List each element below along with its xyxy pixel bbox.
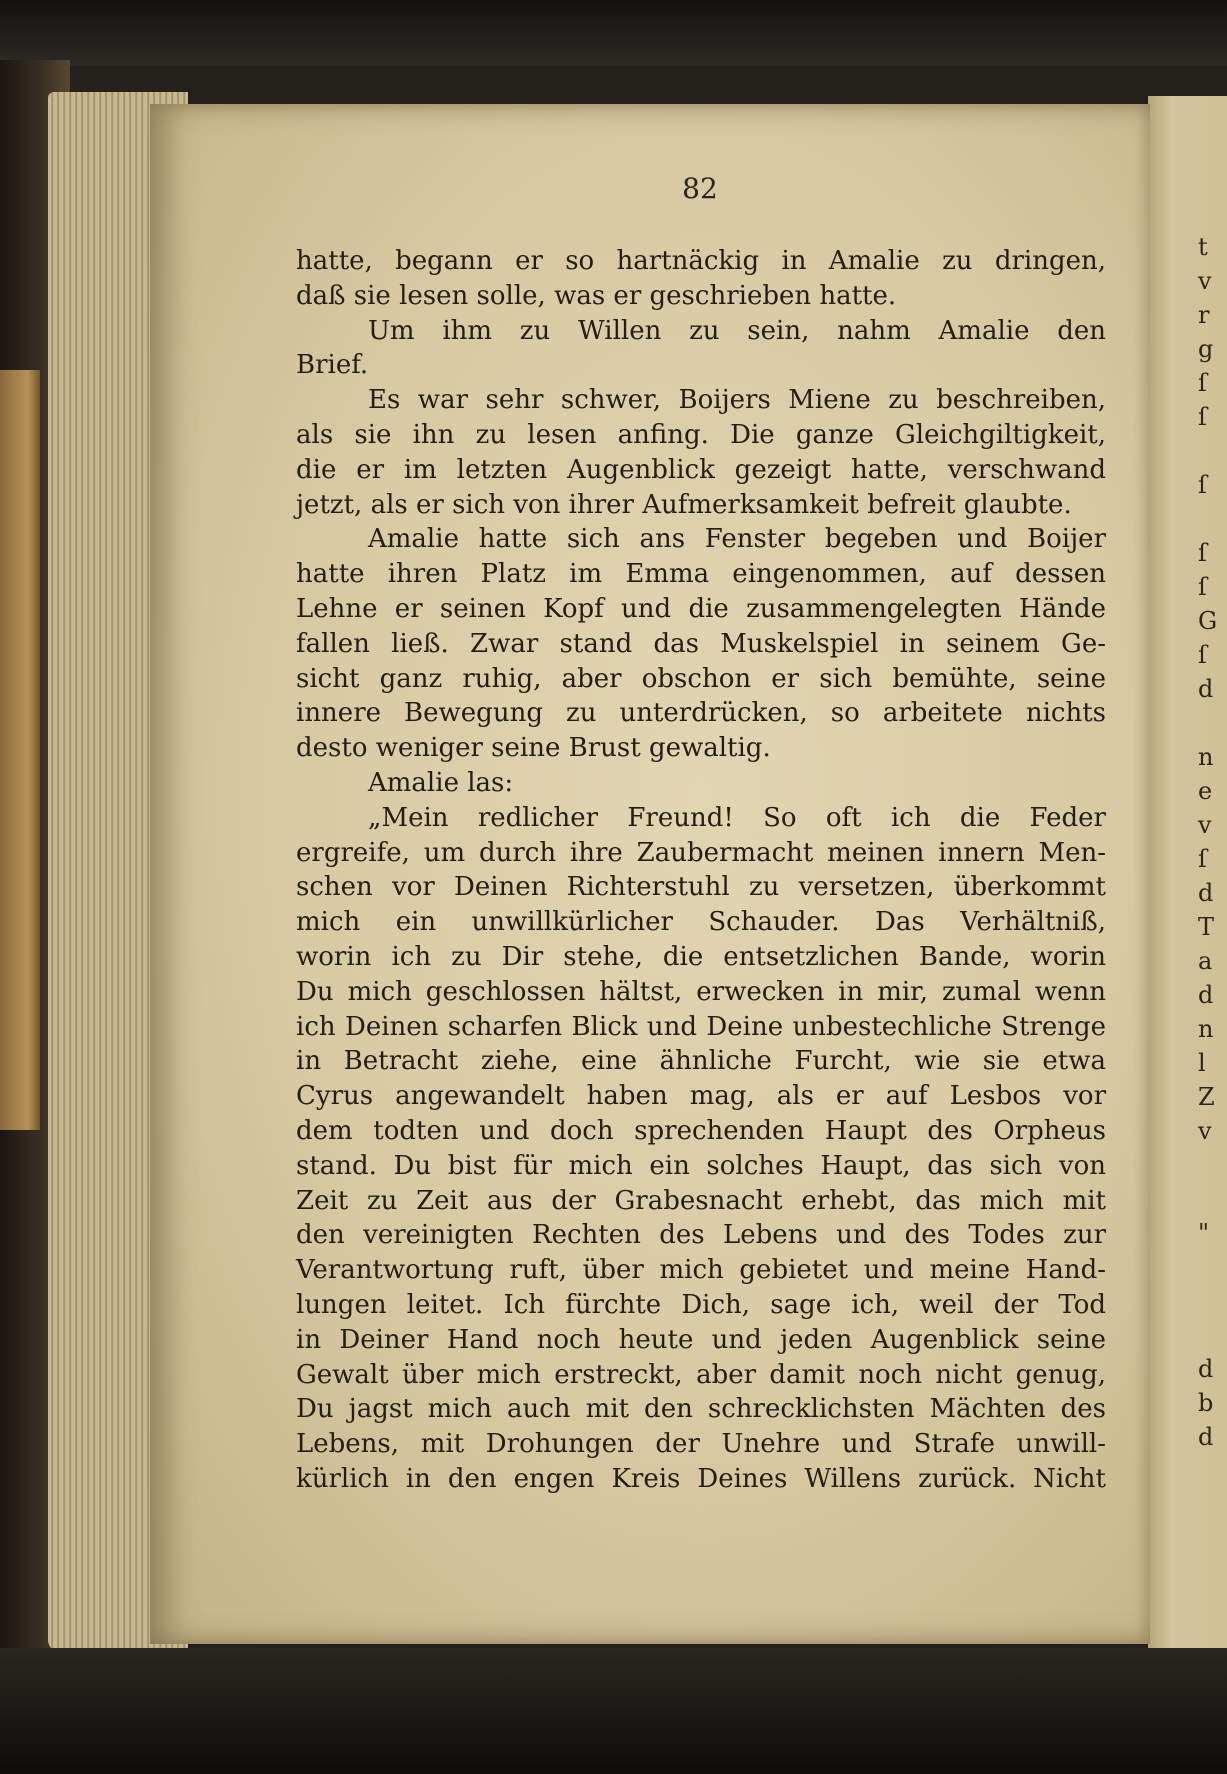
text-line: mich ein unwillkürlicher Schauder. Das Verhältniß, [296,907,1106,938]
text-line: Es war sehr schwer, Boijers Miene zu beschreiben, [368,385,1106,416]
facing-page-letters: t v r g ſ ſ ſ ſ ſ G ſ d n e v ſ d T a d n l Z v " d b d [1198,233,1218,1451]
text-line: Du jagst mich auch mit den schrecklichsten Mächten des [296,1394,1106,1425]
text-line: als sie ihn zu lesen anfing. Die ganze Gleichgiltigkeit, [296,419,1106,450]
text-line: dem todten und doch sprechenden Haupt des Orpheus [296,1115,1106,1146]
text-line: jetzt, als er sich von ihrer Aufmerksamkeit befreit glaubte. [296,489,1072,520]
text-line: Um ihm zu Willen zu sein, nahm Amalie den [368,315,1106,346]
text-line: daß sie lesen solle, was er geschrieben hatte. [296,280,897,311]
text-line: Cyrus angewandelt haben mag, als er auf Lesbos vor [296,1081,1106,1112]
text-line: Lebens, mit Drohungen der Unehre und Strafe unwill- [296,1429,1106,1460]
page-number: 82 [682,172,718,205]
text-line: kürlich in den engen Kreis Deines Willens zurück. Nicht [296,1463,1106,1494]
text-line: „Mein redlicher Freund! So oft ich die Feder [368,802,1106,833]
text-line: Verantwortung ruft, über mich gebietet und meine Hand- [296,1255,1106,1286]
text-line: schen vor Deinen Richterstuhl zu versetzen, überkommt [296,872,1106,903]
text-line: Brief. [296,350,369,381]
text-line: die er im letzten Augenblick gezeigt hatte, verschwand [296,454,1106,485]
text-line: innere Bewegung zu unterdrücken, so arbeitete nichts [296,698,1106,729]
cover-edge-strip [0,370,40,1130]
text-line: lungen leitet. Ich fürchte Dich, sage ich, weil der Tod [296,1289,1106,1320]
text-line: stand. Du bist für mich ein solches Haupt, das sich von [296,1150,1106,1181]
text-line: ergreife, um durch ihre Zaubermacht meinen innern Men- [296,837,1106,868]
text-line: fallen ließ. Zwar stand das Muskelspiel in seinem Ge- [296,628,1106,659]
text-line: Zeit zu Zeit aus der Grabesnacht erhebt, das mich mit [296,1185,1106,1216]
text-line: Lehne er seinen Kopf und die zusammengelegten Hände [296,593,1106,624]
text-line: hatte, begann er so hartnäckig in Amalie zu dringen, [296,246,1106,276]
text-line: sicht ganz ruhig, aber obschon er sich bemühte, seine [296,663,1106,694]
text-line: desto weniger seine Brust gewaltig. [296,733,771,764]
text-line: hatte ihren Platz im Emma eingenommen, auf dessen [296,559,1106,590]
text-line: Amalie las: [368,767,514,798]
top-cover-board [0,0,1227,66]
text-line: ich Deinen scharfen Blick und Deine unbestechliche Strenge [296,1011,1106,1042]
text-line: Du mich geschlossen hältst, erwecken in mir, zumal wenn [296,976,1106,1007]
bottom-cover-board [0,1648,1227,1774]
text-line: Gewalt über mich erstreckt, aber damit noch nicht genug, [296,1359,1106,1390]
text-line: worin ich zu Dir stehe, die entsetzlichen Bande, worin [296,941,1106,972]
text-line: den vereinigten Rechten des Lebens und des Todes zur [296,1220,1106,1251]
text-line: Amalie hatte sich ans Fenster begeben und Boijer [368,524,1106,555]
text-line: in Betracht ziehe, eine ähnliche Furcht, wie sie etwa [296,1046,1106,1077]
page-text [296,244,1106,1497]
text-line: in Deiner Hand noch heute und jeden Augenblick seine [296,1324,1106,1355]
